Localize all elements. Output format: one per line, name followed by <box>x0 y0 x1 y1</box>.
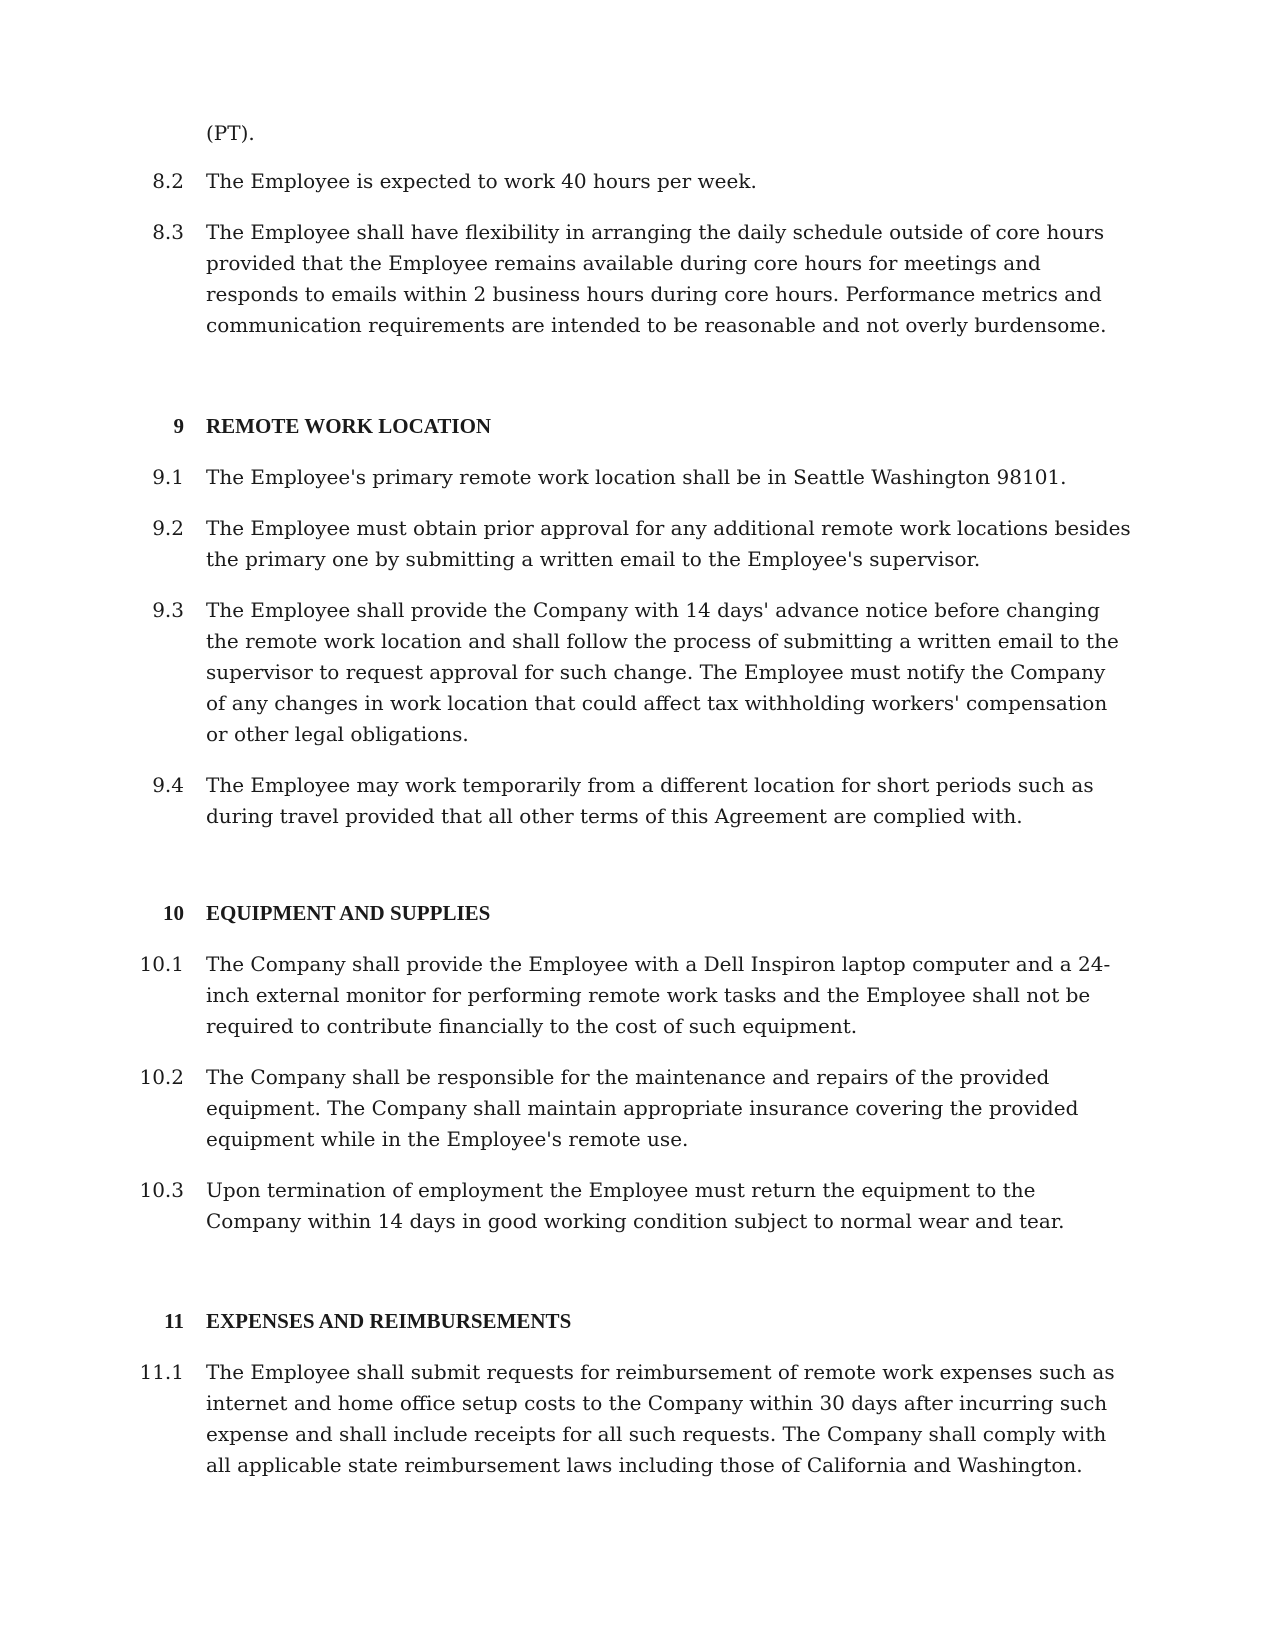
clause-9-1 <box>0 462 1275 493</box>
clause-text: The Employee shall provide the Company with 14 days' advance notice before changing the remote work location and shall follow the process of submitting a written email to the supervisor to request approval for such change. The Employee must notify the Company of any changes in work location that could affect tax withholding workers' compensation or other legal obligations. <box>206 598 1119 746</box>
clause-number: 11.1 <box>139 1360 184 1384</box>
clause-10-3 <box>0 1175 1275 1237</box>
section-heading <box>0 411 1275 442</box>
clause-text: The Employee may work temporarily from a different location for short periods such as during travel provided that all other terms of this Agreement are complied with. <box>206 773 1094 828</box>
section-number: 9 <box>173 414 184 438</box>
section-title: EQUIPMENT AND SUPPLIES <box>206 901 491 925</box>
clause-9-4 <box>0 770 1275 832</box>
section-heading <box>0 898 1275 929</box>
clause-10-1 <box>0 949 1275 1042</box>
section-11 <box>0 1306 1275 1501</box>
clause-9-2 <box>0 513 1275 575</box>
clause-text: The Employee's primary remote work location shall be in Seattle Washington 98101. <box>206 465 1067 489</box>
section-heading <box>0 1306 1275 1337</box>
section-9 <box>0 411 1275 852</box>
clause-number: 9.4 <box>152 773 184 797</box>
clause-number: 8.2 <box>152 169 184 193</box>
clause-number: 8.3 <box>152 220 184 244</box>
section-number: 11 <box>164 1309 184 1333</box>
clause-11-1 <box>0 1357 1275 1481</box>
section-8-continued <box>0 166 1275 361</box>
section-title: EXPENSES AND REIMBURSEMENTS <box>206 1309 572 1333</box>
clause-text: The Company shall provide the Employee with a Dell Inspiron laptop computer and a 24-inch external monitor for performing remote work tasks and the Employee shall not be required to contribute financially to the cost of such equipment. <box>206 952 1111 1038</box>
clause-number: 10.2 <box>139 1065 184 1089</box>
clause-8-3 <box>0 217 1275 341</box>
clause-number: 9.2 <box>152 516 184 540</box>
clause-text: The Employee must obtain prior approval for any additional remote work locations besides the primary one by submitting a written email to the Employee's supervisor. <box>206 516 1131 571</box>
clause-9-3 <box>0 595 1275 750</box>
clause-text: The Employee shall have flexibility in arranging the daily schedule outside of core hours provided that the Employee remains available during core hours for meetings and responds to emails within 2 business hours during core hours. Performance metrics and communication requirements are intended to be reasonable and not overly burdensome. <box>206 220 1107 337</box>
clause-number: 10.1 <box>139 952 184 976</box>
continuation-text: (PT). <box>206 121 255 145</box>
clause-number: 10.3 <box>139 1178 184 1202</box>
clause-text: Upon termination of employment the Employee must return the equipment to the Company within 14 days in good working condition subject to normal wear and tear. <box>206 1178 1065 1233</box>
clause-text: The Employee is expected to work 40 hours per week. <box>206 169 757 193</box>
section-10 <box>0 898 1275 1257</box>
clause-number: 9.1 <box>152 465 184 489</box>
section-title: REMOTE WORK LOCATION <box>206 414 492 438</box>
section-number: 10 <box>163 901 184 925</box>
clause-text: The Company shall be responsible for the maintenance and repairs of the provided equipment. The Company shall maintain appropriate insurance covering the provided equipment while in the Employee's remote use. <box>206 1065 1079 1151</box>
clause-number: 9.3 <box>152 598 184 622</box>
clause-8-2 <box>0 166 1275 197</box>
clause-10-2 <box>0 1062 1275 1155</box>
clause-text: The Employee shall submit requests for reimbursement of remote work expenses such as internet and home office setup costs to the Company within 30 days after incurring such expense and shall include receipts for all such requests. The Company shall comply with all applicable state reimbursement laws including those of California and Washington. <box>206 1360 1115 1477</box>
